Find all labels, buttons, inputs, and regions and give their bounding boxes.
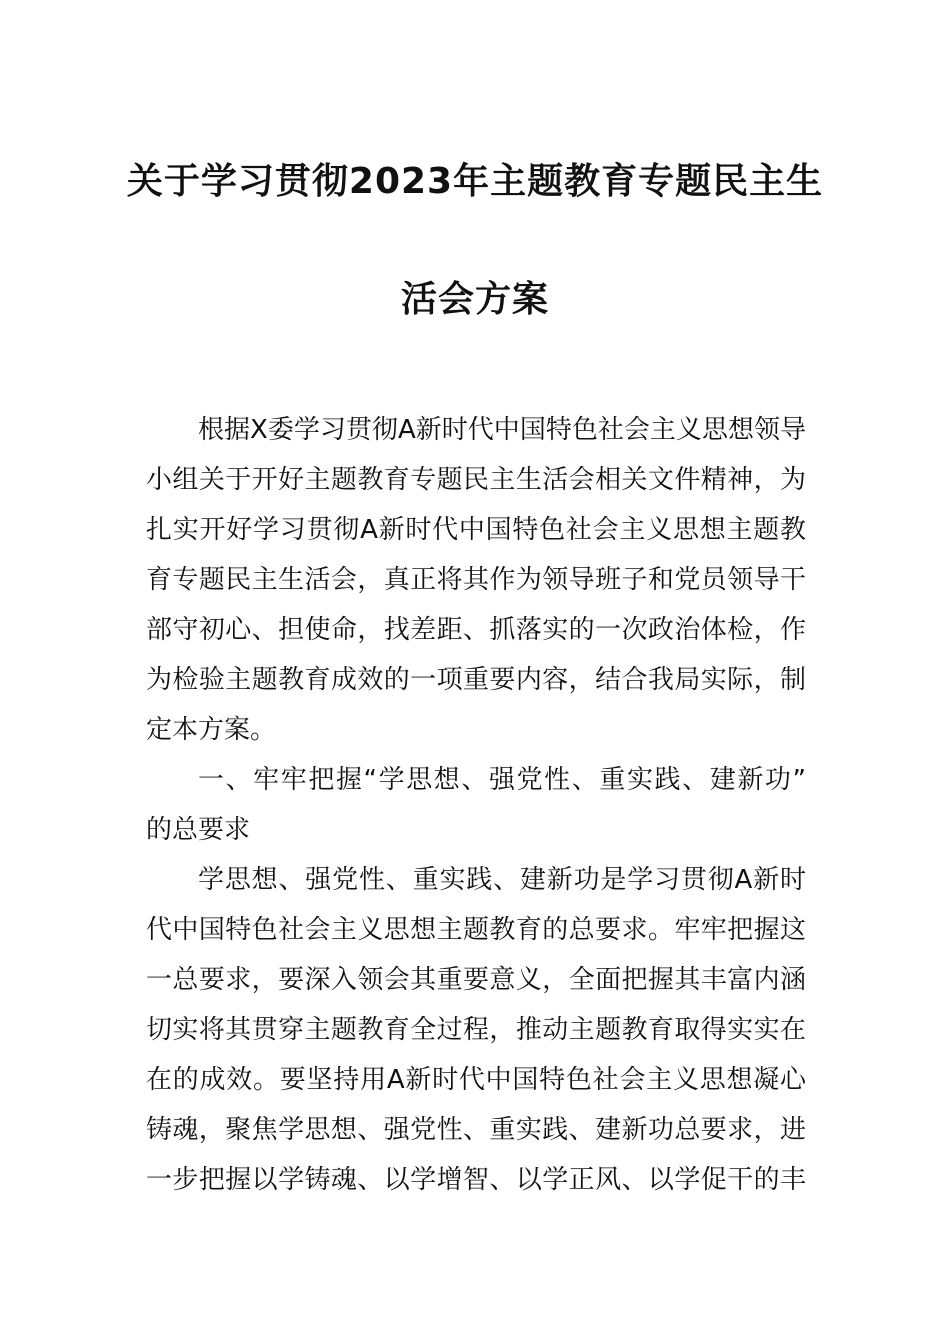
paragraph-line: 一总要求，要深入领会其重要意义，全面把握其丰富内涵 xyxy=(146,965,806,995)
section-heading-line: 一、牢牢把握“学思想、强党性、重实践、建新功” xyxy=(198,765,806,795)
paragraph-line: 切实将其贯穿主题教育全过程，推动主题教育取得实实在 xyxy=(146,1015,806,1045)
paragraph-line: 定本方案。 xyxy=(146,715,277,745)
paragraph-line: 学思想、强党性、重实践、建新功是学习贯彻A新时 xyxy=(198,865,806,895)
paragraph-line: 小组关于开好主题教育专题民主生活会相关文件精神，为 xyxy=(146,465,806,495)
paragraph-line: 一步把握以学铸魂、以学增智、以学正风、以学促干的丰 xyxy=(146,1165,806,1195)
paragraph-line: 扎实开好学习贯彻A新时代中国特色社会主义思想主题教 xyxy=(146,515,806,545)
paragraph-line: 为检验主题教育成效的一项重要内容，结合我局实际，制 xyxy=(146,665,806,695)
paragraph-line: 铸魂，聚焦学思想、强党性、重实践、建新功总要求，进 xyxy=(146,1115,806,1145)
paragraph-line: 育专题民主生活会，真正将其作为领导班子和党员领导干 xyxy=(146,565,806,595)
document-title-line-2: 活会方案 xyxy=(400,279,549,320)
paragraph-line: 部守初心、担使命，找差距、抓落实的一次政治体检，作 xyxy=(146,615,806,645)
paragraph-line: 根据X委学习贯彻A新时代中国特色社会主义思想领导 xyxy=(198,415,806,445)
paragraph-line: 代中国特色社会主义思想主题教育的总要求。牢牢把握这 xyxy=(146,915,806,945)
paragraph-line: 在的成效。要坚持用A新时代中国特色社会主义思想凝心 xyxy=(146,1065,806,1095)
section-heading-line: 的总要求 xyxy=(146,815,251,845)
document-title-line-1: 关于学习贯彻2023年主题教育专题民主生 xyxy=(126,161,824,202)
